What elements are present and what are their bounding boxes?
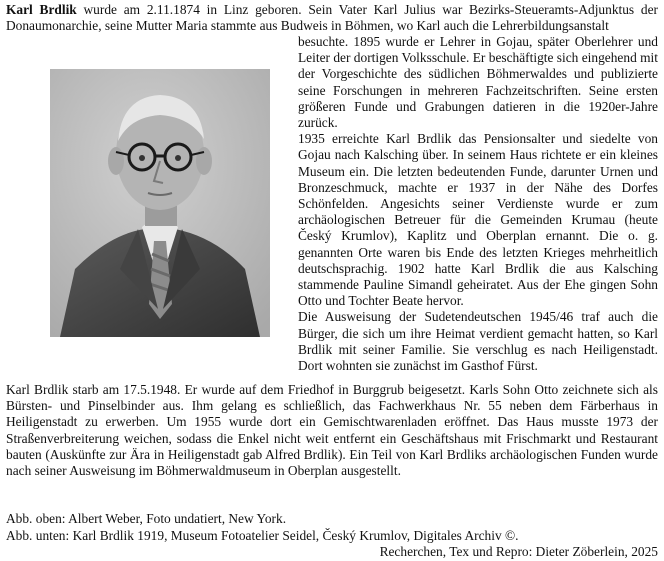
intro-paragraph [6, 2, 658, 34]
side-paragraph-3: Die Ausweisung der Sudetendeutschen 1945/46 traf auch die Bürger, die sich um ihre Heimat verdient gemacht hatten, so Karl Brdlik mit seiner Familie. Sie verschlug es nach Heiligenstadt. Dort wohnten sie zunächst im Gasthof Fürst. [298, 309, 658, 374]
caption-top: Abb. oben: Albert Weber, Foto undatiert, New York. [6, 511, 287, 526]
side-text-block [298, 34, 658, 374]
portrait-illustration [50, 69, 270, 337]
bottom-paragraph: Karl Brdlik starb am 17.5.1948. Er wurde auf dem Friedhof in Burggrub beigesetzt. Karls Sohn Otto zeichnete sich als Bürsten- und Pinselbinder aus. Ihm gelang es schließlich, das Fachwerkhaus Nr. 55 neben dem Färberhaus in Heiligenstadt zu erwerben. Um 1955 wurde dort ein Gemischtwarenladen eröffnet. Das Haus musste 1973 der Straßenverbreiterung weichen, sodass die Enkel nicht weit entfernt ein Geschäftshaus mit Frischmarkt und Restaurant bauten (Auskünfte zur Ära in Heiligenstadt gab Alfred Brdlik). Ein Teil von Karl Brdliks archäologischen Funden wurde nach seiner Ausweisung im Böhmerwaldmuseum in Oberplan ausgestellt. [6, 382, 658, 479]
portrait-photo [50, 69, 270, 337]
person-name: Karl Brdlik [6, 2, 77, 17]
side-paragraph-1: besuchte. 1895 wurde er Lehrer in Gojau, später Oberlehrer und Leiter der dortigen Volksschule. Er beschäftigte sich eingehend mit der Vorgeschichte des südlichen Böhmerwaldes und publizierte seine Forschungen in mehreren Fachzeitschriften. Seine ersten größeren Funde und Grabungen datieren in die 1920er-Jahre zurück. [298, 34, 658, 131]
side-paragraph-2: 1935 erreichte Karl Brdlik das Pensionsalter und siedelte von Gojau nach Kalsching über. In seinem Haus richtete er ein kleines Museum ein. Die letzten bedeutenden Funde, darunter Urnen und Bronzeschmuck, machte er 1937 in der Nähe des Dorfes Schönfelden. Angesichts seiner Verdienste wurde er zum archäologischen Betreuer für die Gemeinden Krumau (heute Český Krumlov), Kaplitz und Oberplan ernannt. Die o. g. genannten Orte waren bis Ende des letzten Krieges mehrheitlich deutschsprachig. 1902 hatte Karl Brdlik die aus Kalsching stammende Pauline Simandl geheiratet. Aus der Ehe gingen Sohn Otto und Tochter Beate hervor. [298, 131, 658, 309]
credit-line: Recherchen, Tex und Repro: Dieter Zöberlein, 2025 [379, 544, 658, 559]
intro-text: wurde am 2.11.1874 in Linz geboren. Sein Vater Karl Julius war Bezirks-Steueramts-Adjunktus der Donaumonarchie, seine Mutter Maria stammte aus Budweis in Böhmen, wo Karl auch die Lehrerbildungsanstalt [6, 2, 658, 34]
bottom-text-block [6, 382, 658, 479]
caption-block [6, 511, 658, 561]
caption-bottom: Abb. unten: Karl Brdlik 1919, Museum Fotoatelier Seidel, Český Krumlov, Digitales Archiv ©. [6, 527, 519, 543]
